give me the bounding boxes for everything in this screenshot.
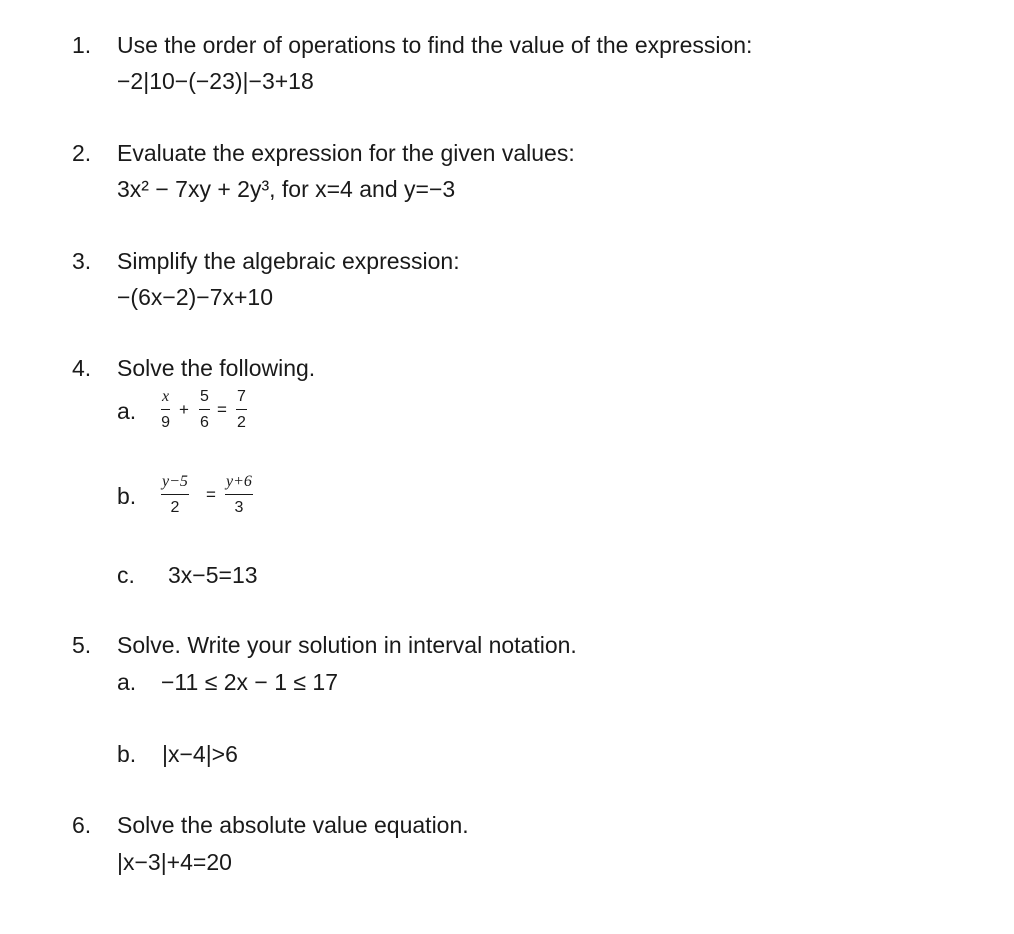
problem-4a-fraction-1 xyxy=(161,389,170,431)
fraction-denominator: 9 xyxy=(161,414,170,431)
problem-4c-label: c. xyxy=(117,562,135,588)
problem-5a-label: a. xyxy=(117,669,137,695)
problem-4-number: 4. xyxy=(72,355,92,381)
problem-3-prompt: Simplify the algebraic expression: xyxy=(117,248,460,274)
problem-5-number: 5. xyxy=(72,632,92,658)
problem-1-expression: −2|10−(−23)|−3+18 xyxy=(117,68,314,94)
problem-6-prompt: Solve the absolute value equation. xyxy=(117,812,469,838)
problem-2-number: 2. xyxy=(72,140,92,166)
problem-5a-expression: −11 ≤ 2x − 1 ≤ 17 xyxy=(161,669,338,695)
problem-2-expression: 3x² − 7xy + 2y³, for x=4 and y=−3 xyxy=(117,176,456,202)
problem-4b-equals: = xyxy=(206,485,216,504)
fraction-numerator-text: y−5 xyxy=(162,473,188,490)
problem-4a-fraction-3 xyxy=(236,389,247,431)
fraction-numerator xyxy=(161,474,189,494)
problem-4b-fraction-2 xyxy=(225,474,253,516)
problem-6-number: 6. xyxy=(72,812,92,838)
problem-4b-label: b. xyxy=(117,483,137,509)
problem-1-prompt: Use the order of operations to find the value of the expression: xyxy=(117,32,753,58)
fraction-numerator: 5 xyxy=(200,388,209,405)
problem-4b-fraction-1 xyxy=(161,474,189,516)
problem-6-expression: |x−3|+4=20 xyxy=(117,849,232,875)
problem-5-prompt: Solve. Write your solution in interval notation. xyxy=(117,632,577,658)
problem-1-number: 1. xyxy=(72,32,92,58)
problem-4a-fraction-2 xyxy=(199,389,210,431)
problem-2-prompt: Evaluate the expression for the given values: xyxy=(117,140,575,166)
fraction-denominator: 2 xyxy=(237,414,246,431)
problem-4-prompt: Solve the following. xyxy=(117,355,316,381)
problem-5b-expression: |x−4|>6 xyxy=(162,741,238,767)
fraction-numerator xyxy=(225,474,253,494)
problem-4a-equals: = xyxy=(217,400,227,419)
fraction-denominator: 6 xyxy=(200,414,209,431)
fraction-numerator: 7 xyxy=(237,388,246,405)
fraction-denominator: 2 xyxy=(170,499,180,516)
fraction-denominator: 3 xyxy=(234,499,244,516)
fraction-numerator-text: y+6 xyxy=(226,473,252,490)
problem-4c-expression: 3x−5=13 xyxy=(168,562,258,588)
problem-4a-plus: + xyxy=(179,400,189,419)
problem-3-expression: −(6x−2)−7x+10 xyxy=(117,284,274,310)
problem-4a-label: a. xyxy=(117,398,137,424)
fraction-numerator: x xyxy=(162,388,170,405)
problem-5b-label: b. xyxy=(117,741,137,767)
problem-3-number: 3. xyxy=(72,248,92,274)
